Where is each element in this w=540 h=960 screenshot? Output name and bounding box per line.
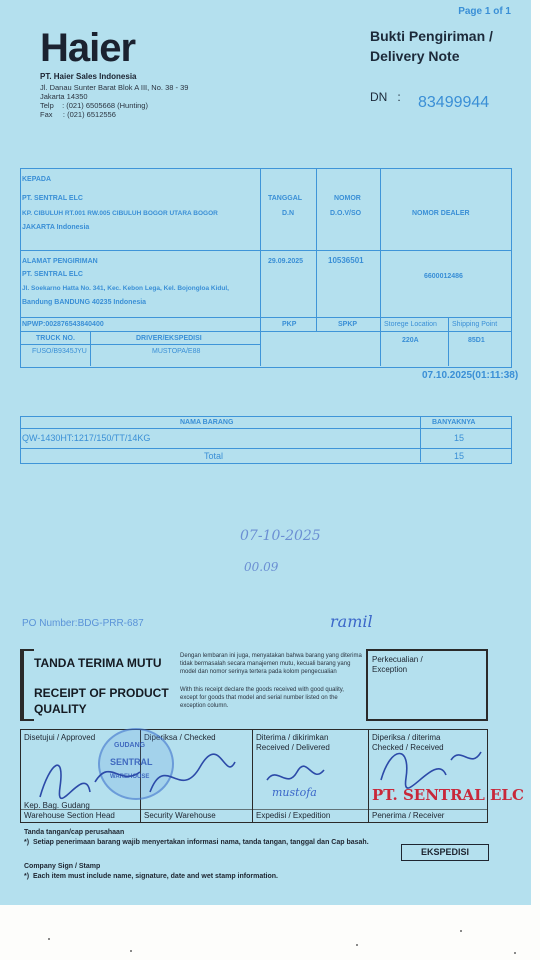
receipt-title-en-2: QUALITY — [34, 702, 87, 716]
do-number: 10536501 — [328, 256, 364, 265]
divider — [20, 428, 511, 429]
divider — [448, 317, 449, 366]
col-banyaknya: BANYAKNYA — [432, 419, 476, 426]
doc-title-1: Bukti Pengiriman / — [370, 28, 493, 44]
delivered-label-2: Received / Delivered — [256, 743, 330, 752]
bracket — [20, 649, 24, 721]
handwritten-signature: ramil — [330, 612, 373, 631]
speck — [130, 950, 132, 952]
approved-sub-2: Warehouse Section Head — [24, 811, 115, 820]
doc-title-2: Delivery Note — [370, 48, 460, 64]
handwritten-time: 00.09 — [244, 560, 279, 574]
divider — [420, 416, 421, 462]
divider — [20, 344, 260, 345]
page-label: Page 1 of 1 — [458, 6, 511, 17]
divider — [20, 250, 511, 251]
approved-signature-scribble — [30, 742, 240, 812]
shipping-point-value: 85D1 — [468, 337, 485, 344]
warehouse-stamp-text-3: WAREHOUSE — [110, 774, 150, 780]
shipping-address-2: Bandung BANDUNG 40235 Indonesia — [22, 299, 147, 306]
note2-title: Company Sign / Stamp — [24, 863, 101, 870]
item-name: QW-1430HT:1217/150/TT/14KG — [22, 433, 151, 443]
company-address-2: Jakarta 14350 — [40, 92, 88, 101]
approved-sub-1: Kep. Bag. Gudang — [24, 801, 90, 810]
note2-text: *) Each item must include name, signature, date and wet stamp information. — [24, 873, 278, 880]
spkp-label: SPKP — [338, 321, 358, 328]
nomor-label: NOMOR — [334, 195, 361, 202]
shipping-name: PT. SENTRAL ELC — [22, 271, 83, 278]
npwp: NPWP:002876543840400 — [22, 321, 104, 328]
divider — [20, 331, 511, 332]
truck-label: TRUCK NO. — [36, 335, 75, 342]
receipt-text-id: Dengan lembaran ini juga, menyatakan bahwa barang yang diterima tidak bermasalah secara manajemen mutu, kecuali barang yang model dan nomor serinya tertera pada kolom pengecualian — [180, 653, 362, 675]
ekspedisi-copy-label: EKSPEDISI — [401, 844, 489, 861]
col-nama-barang: NAMA BARANG — [180, 419, 234, 426]
recipient-name: PT. SENTRAL ELC — [22, 195, 83, 202]
handwritten-date: 07-10-2025 — [240, 528, 321, 544]
speck — [356, 944, 358, 946]
storage-location-label: Storege Location — [384, 321, 437, 328]
speck — [460, 930, 462, 932]
speck — [48, 938, 50, 940]
sig-border — [20, 729, 488, 730]
delivered-name-handwritten: mustofa — [272, 786, 317, 799]
item-qty: 15 — [454, 433, 465, 443]
exception-label: Perkecualian / Exception — [372, 655, 423, 674]
speck — [514, 952, 516, 954]
delivered-sub: Expedisi / Expedition — [256, 811, 331, 820]
note1-text: *) Setiap penerimaan barang wajib menyertakan informasi nama, tanda tangan, tanggal dan Cap basah. — [24, 839, 369, 846]
shipping-address-1: Jl. Soekarno Hatta No. 341, Kec. Kebon Lega, Kel. Bojongloa Kidul, — [22, 285, 229, 292]
bracket — [486, 649, 488, 721]
dn-label-sub: D.N — [282, 210, 295, 217]
tanggal-label: TANGGAL — [268, 195, 303, 202]
storage-location-value: 220A — [402, 337, 419, 344]
company-address-1: Jl. Danau Sunter Barat Blok A III, No. 38 - 39 — [40, 83, 189, 92]
bracket — [366, 719, 488, 721]
driver-label: DRIVER/EKSPEDISI — [136, 335, 202, 342]
receiver-signature-scribble — [376, 740, 486, 790]
dealer-number: 6600012486 — [424, 273, 463, 280]
received-label-2: Checked / Received — [372, 743, 444, 752]
recipient-address-1: KP. CIBULUH RT.001 RW.005 CIBULUH BOGOR UTARA BOGOR — [22, 210, 218, 217]
receipt-title-en-1: RECEIPT OF PRODUCT — [34, 686, 169, 700]
received-label-1: Diperiksa / diterima — [372, 733, 441, 742]
total-label: Total — [204, 451, 224, 461]
bracket — [20, 719, 34, 721]
alamat-label: ALAMAT PENGIRIMAN — [22, 258, 98, 265]
delivered-label-1: Diterima / dikirimkan — [256, 733, 329, 742]
truck-value: FUSO/B9345JYU — [32, 348, 87, 355]
bracket — [20, 649, 34, 651]
approved-label: Disetujui / Approved — [24, 733, 96, 742]
haier-logo: Haier — [40, 26, 136, 70]
divider — [316, 168, 317, 332]
warehouse-stamp-text-2: SENTRAL — [110, 757, 153, 767]
dn-date: 29.09.2025 — [268, 258, 304, 265]
receipt-text-en: With this receipt declare the goods received with good quality, except for goods that model and serial number listed on the exception column. — [180, 687, 344, 709]
dov-label: D.O.V/SO — [330, 210, 362, 217]
divider — [20, 448, 511, 449]
divider — [260, 168, 261, 366]
company-fax: Fax : (021) 6512556 — [40, 110, 116, 119]
driver-value: MUSTOPA/E88 — [152, 348, 201, 355]
receipt-title-id: TANDA TERIMA MUTU — [34, 656, 162, 670]
note1-title: Tanda tangan/cap perusahaan — [24, 829, 125, 836]
info-table — [20, 168, 512, 368]
divider — [20, 317, 511, 318]
warehouse-stamp-text-1: GUDANG — [114, 742, 146, 749]
company-telp: Telp : (021) 6505668 (Hunting) — [40, 101, 148, 110]
divider — [90, 331, 91, 366]
received-sub: Penerima / Receiver — [372, 811, 445, 820]
dealer-label: NOMOR DEALER — [412, 210, 470, 217]
sig-border — [20, 822, 488, 823]
po-number: PO Number:BDG-PRR-687 — [22, 618, 144, 629]
checked-label: Diperiksa / Checked — [144, 733, 216, 742]
shipping-point-label: Shipping Point — [452, 321, 498, 328]
bracket — [366, 649, 488, 651]
company-name: PT. Haier Sales Indonesia — [40, 72, 137, 81]
dn-number: 83499944 — [418, 94, 490, 111]
recipient-address-2: JAKARTA Indonesia — [22, 224, 90, 231]
total-qty: 15 — [454, 451, 465, 461]
bracket — [366, 649, 368, 721]
dn-label: DN : — [370, 90, 401, 104]
divider — [380, 168, 381, 366]
kepada-label: KEPADA — [22, 176, 52, 183]
print-timestamp: 07.10.2025(01:11:38) — [422, 370, 519, 381]
pkp-label: PKP — [282, 321, 297, 328]
receiver-company-stamp: PT. SENTRAL ELC — [372, 786, 524, 804]
checked-sub: Security Warehouse — [144, 811, 216, 820]
